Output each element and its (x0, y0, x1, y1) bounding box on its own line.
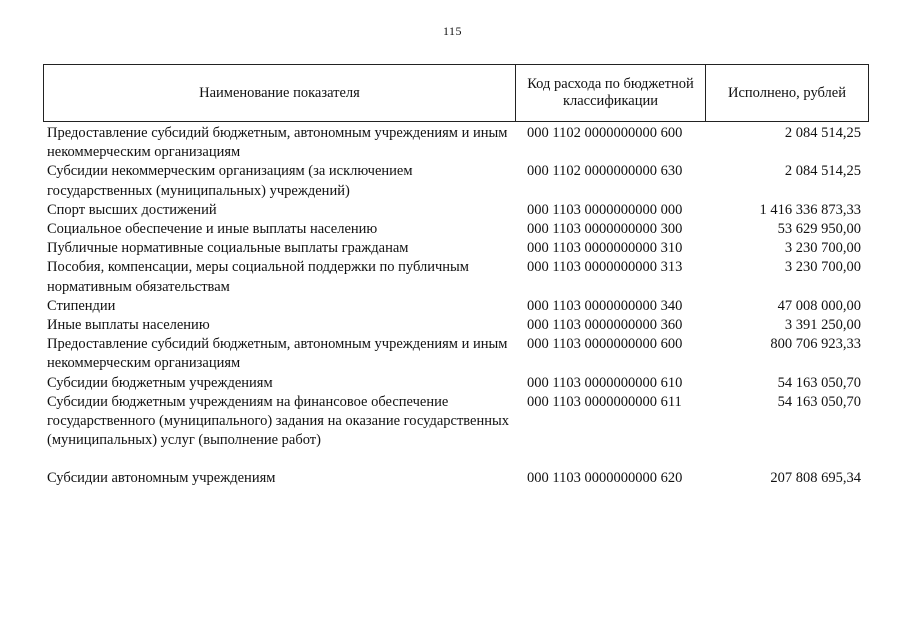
table-row (0, 239, 905, 258)
row-name: Спорт высших достижений (47, 201, 217, 218)
row-name: Субсидии бюджетным учреждениям на финансовое обеспечение государственного (муниципального) задания на оказание государственных (муниципальных) услуг (выполнение работ) (47, 393, 509, 449)
row-amount: 1 416 336 873,33 (759, 201, 861, 218)
table-row (0, 316, 905, 335)
row-code: 000 1103 0000000000 620 (527, 470, 683, 487)
row-name: Социальное обеспечение и иные выплаты населению (47, 221, 378, 238)
row-code: 000 1103 0000000000 340 (527, 297, 683, 314)
table-row (0, 335, 905, 373)
table-row (0, 124, 905, 162)
table-row (0, 220, 905, 239)
row-amount: 47 008 000,00 (777, 297, 861, 314)
row-code: 000 1103 0000000000 310 (527, 240, 683, 257)
row-amount: 54 163 050,70 (777, 374, 861, 391)
row-code: 000 1103 0000000000 300 (527, 221, 683, 238)
table-row (0, 374, 905, 393)
row-amount: 2 084 514,25 (784, 125, 861, 141)
header-code: Код расхода по бюджетной классификации (516, 65, 706, 121)
row-amount: 800 706 923,33 (770, 336, 861, 353)
table-header (43, 64, 869, 122)
row-amount: 3 230 700,00 (784, 259, 861, 276)
row-amount: 207 808 695,34 (770, 470, 861, 487)
row-amount: 3 391 250,00 (784, 317, 861, 334)
table-row (0, 258, 905, 296)
row-name: Стипендии (47, 297, 116, 314)
table-row (0, 201, 905, 220)
table-row (0, 393, 905, 451)
row-amount: 53 629 950,00 (777, 221, 861, 238)
page-number: 115 (442, 24, 463, 38)
table-row (0, 162, 905, 200)
row-name: Публичные нормативные социальные выплаты гражданам (47, 240, 409, 257)
row-code: 000 1103 0000000000 611 (527, 393, 682, 410)
table-body (0, 124, 905, 489)
row-name: Субсидии бюджетным учреждениям (47, 374, 273, 391)
row-name: Субсидии некоммерческим организациям (за исключением государственных (муниципальных) учреждений) (47, 163, 413, 199)
row-code: 000 1103 0000000000 360 (527, 317, 683, 334)
row-amount: 54 163 050,70 (777, 393, 861, 410)
row-name: Иные выплаты населению (47, 317, 210, 334)
row-code: 000 1103 0000000000 610 (527, 374, 683, 391)
row-amount: 2 084 514,25 (784, 163, 861, 180)
row-name: Предоставление субсидий бюджетным, автономным учреждениям и иным некоммерческим организациям (47, 125, 508, 161)
table-row (0, 469, 905, 488)
row-name: Субсидии автономным учреждениям (47, 470, 276, 487)
row-code: 000 1102 0000000000 600 (527, 125, 683, 141)
row-code: 000 1103 0000000000 000 (527, 201, 683, 218)
row-code: 000 1102 0000000000 630 (527, 163, 683, 180)
header-amount: Исполнено, рублей (728, 84, 846, 101)
row-amount: 3 230 700,00 (784, 240, 861, 257)
row-code: 000 1103 0000000000 313 (527, 259, 683, 276)
row-name: Пособия, компенсации, меры социальной поддержки по публичным нормативным обязательствам (47, 259, 469, 295)
row-name: Предоставление субсидий бюджетным, автономным учреждениям и иным некоммерческим организациям (47, 336, 508, 372)
header-name: Наименование показателя (44, 65, 516, 121)
table-row (0, 297, 905, 316)
row-code: 000 1103 0000000000 600 (527, 336, 683, 353)
